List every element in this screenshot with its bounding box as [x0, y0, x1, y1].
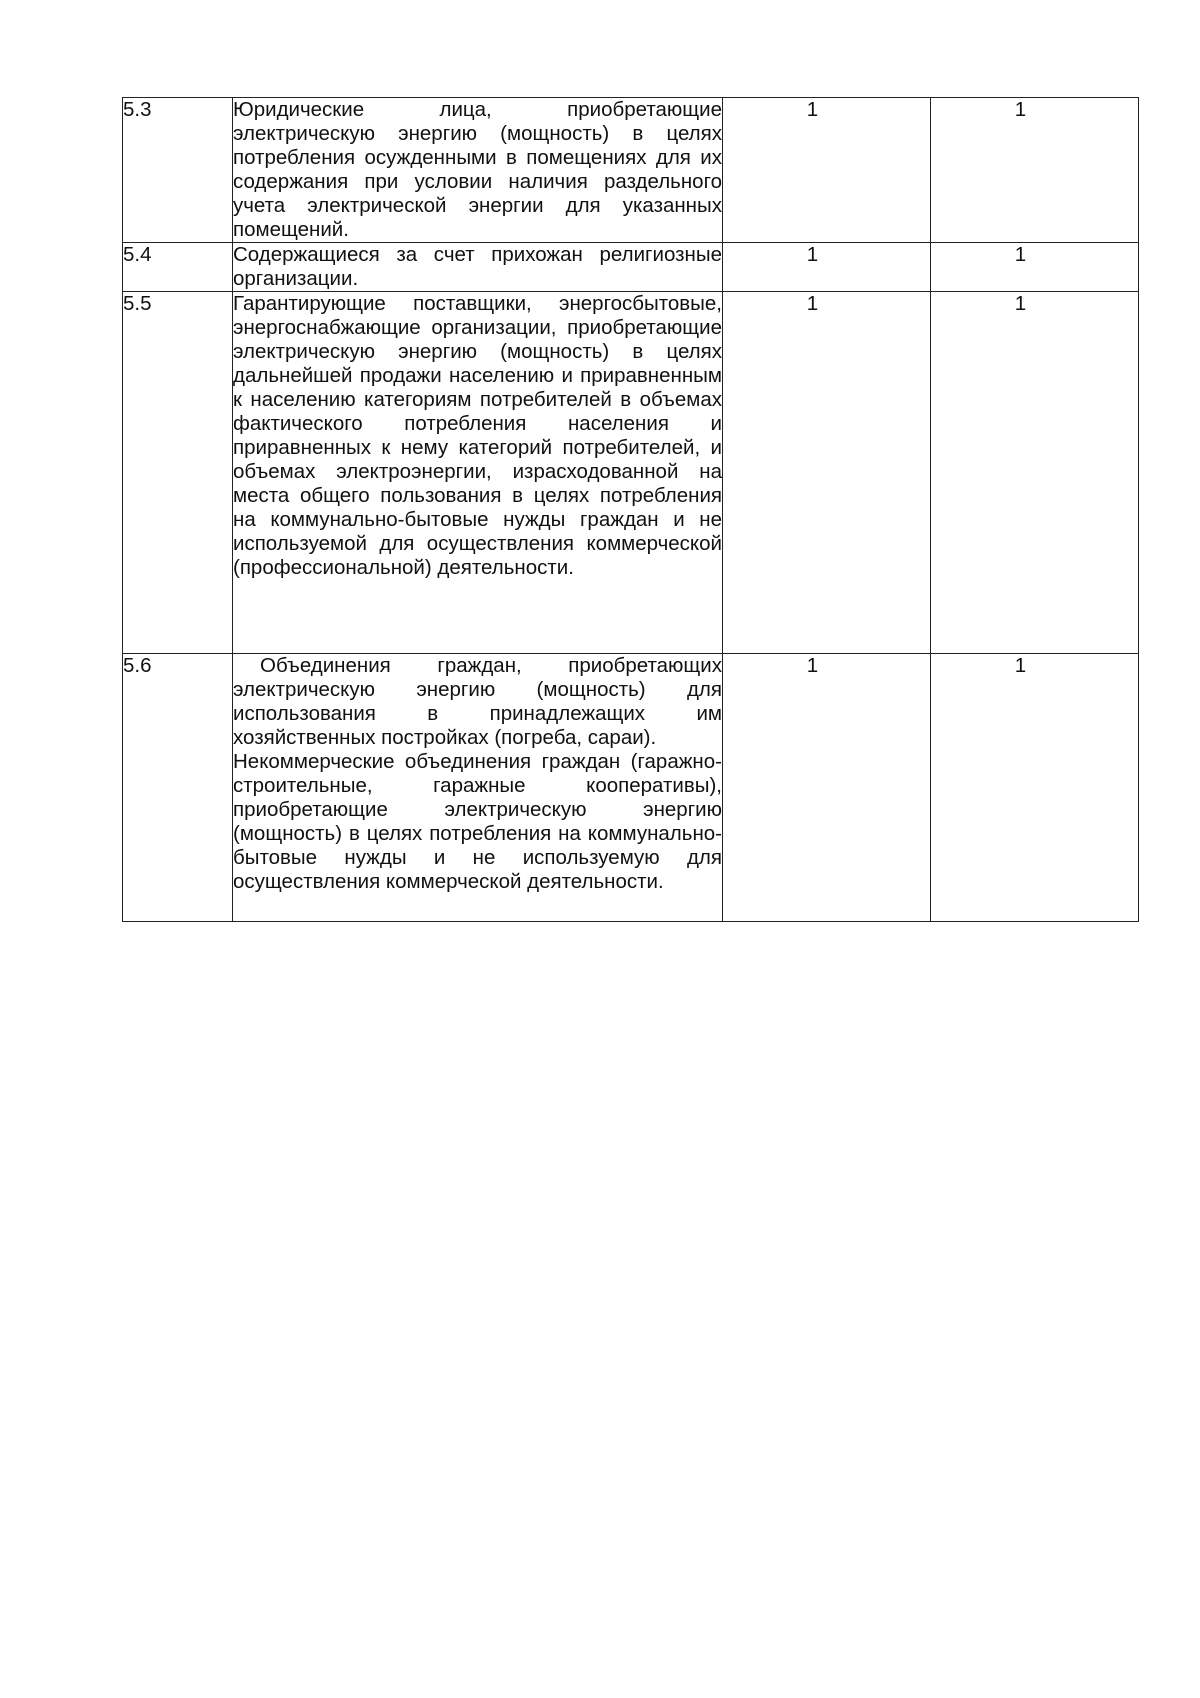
- row-value-2: [931, 292, 1139, 654]
- row-description: [233, 292, 723, 654]
- description-paragraph: Гарантирующие поставщики, энергосбытовые, энергоснабжающие организации, приобретающие электрическую энергию (мощность) в целях дальнейшей продажи населению и приравненным к населению категориям потребителей в объемах фактического потребления населения и приравненных к нему категорий потребителей, и объемах электроэнергии, израсходованной на места общего пользования в целях потребления на коммунально-бытовые нужды граждан и не используемой для осуществления коммерческой (профессиональной) деятельности.: [233, 292, 722, 579]
- value-text: 1: [1014, 243, 1027, 266]
- description-paragraph: Объединения граждан, приобретающих электрическую энергию (мощность) для использования в принадлежащих им хозяйственных постройках (погреба, сараи).: [233, 654, 722, 749]
- description-paragraph: Некоммерческие объединения граждан (гаражно-строительные, гаражные кооперативы), приобретающие электрическую энергию (мощность) в целях потребления на коммунально-бытовые нужды и не используемую для осуществления коммерческой деятельности.: [233, 750, 722, 893]
- value-text: 1: [806, 292, 819, 315]
- row-number: 5.4: [123, 243, 233, 292]
- row-value-1: [723, 98, 931, 243]
- row-value-1: [723, 292, 931, 654]
- description-paragraph: Юридические лица, приобретающие электрическую энергию (мощность) в целях потребления осужденными в помещениях для их содержания при условии наличия раздельного учета электрической энергии для указанных помещений.: [233, 98, 722, 241]
- row-description: [233, 654, 723, 922]
- row-description: [233, 98, 723, 243]
- value-text: 1: [1014, 292, 1027, 315]
- value-text: 1: [806, 98, 819, 121]
- row-number: 5.6: [123, 654, 233, 922]
- table-row: [123, 292, 1139, 654]
- row-value-2: [931, 98, 1139, 243]
- tariff-table: [122, 97, 1139, 922]
- value-text: 1: [806, 243, 819, 266]
- row-number: 5.3: [123, 98, 233, 243]
- table-row: [123, 243, 1139, 292]
- row-value-2: [931, 654, 1139, 922]
- description-paragraph: Содержащиеся за счет прихожан религиозные организации.: [233, 243, 722, 290]
- value-text: 1: [1014, 654, 1027, 677]
- table-row: [123, 654, 1139, 922]
- row-value-1: [723, 243, 931, 292]
- value-text: 1: [806, 654, 819, 677]
- row-description: [233, 243, 723, 292]
- row-value-1: [723, 654, 931, 922]
- row-value-2: [931, 243, 1139, 292]
- value-text: 1: [1014, 98, 1027, 121]
- row-number: 5.5: [123, 292, 233, 654]
- table-row: [123, 98, 1139, 243]
